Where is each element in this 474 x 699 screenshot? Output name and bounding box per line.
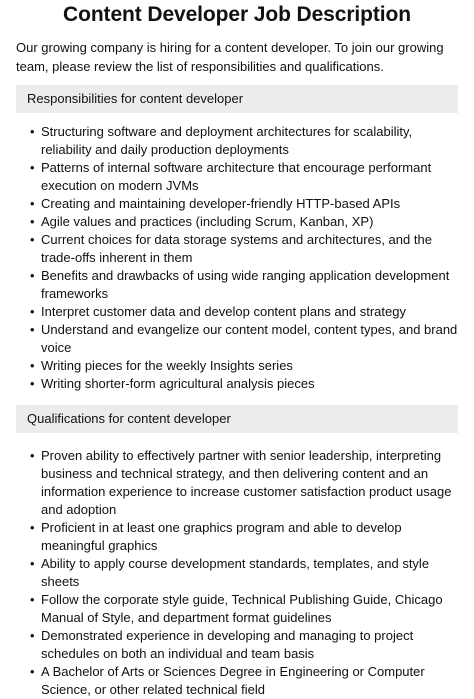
list-item-text: Structuring software and deployment architectures for scalability, reliability and daily production deployments xyxy=(41,124,413,157)
qualifications-list xyxy=(16,447,458,699)
bullet-icon: • xyxy=(30,448,35,463)
list-item xyxy=(30,213,458,231)
bullet-icon: • xyxy=(30,196,35,211)
list-item xyxy=(30,267,458,303)
list-item xyxy=(30,357,458,375)
list-item xyxy=(30,303,458,321)
list-item xyxy=(30,555,458,591)
responsibilities-heading: Responsibilities for content developer xyxy=(16,85,458,113)
bullet-icon: • xyxy=(30,304,35,319)
list-item-text: Interpret customer data and develop content plans and strategy xyxy=(41,304,406,319)
job-description-page xyxy=(0,1,474,697)
list-item xyxy=(30,375,458,393)
list-item-text: Demonstrated experience in developing and managing to project schedules on both an individual and team basis xyxy=(41,628,414,661)
bullet-icon: • xyxy=(30,664,35,679)
list-item-text: A Bachelor of Arts or Sciences Degree in Engineering or Computer Science, or other related technical field xyxy=(41,664,425,697)
bullet-icon: • xyxy=(30,232,35,247)
bullet-icon: • xyxy=(30,628,35,643)
list-item xyxy=(30,447,458,519)
bullet-icon: • xyxy=(30,124,35,139)
list-item-text: Proven ability to effectively partner with senior leadership, interpreting business and technical strategy, and then delivering content and an information experience to increase customer satisfaction product usage and adoption xyxy=(41,448,452,517)
list-item-text: Proficient in at least one graphics program and able to develop meaningful graphics xyxy=(41,520,402,553)
list-item-text: Patterns of internal software architecture that encourage performant execution on modern JVMs xyxy=(41,160,432,193)
list-item-text: Writing pieces for the weekly Insights series xyxy=(41,358,293,373)
page-title: Content Developer Job Description xyxy=(63,3,411,26)
list-item-text: Current choices for data storage systems and architectures, and the trade-offs inherent in them xyxy=(41,232,432,265)
list-item xyxy=(30,159,458,195)
bullet-icon: • xyxy=(30,214,35,229)
list-item-text: Follow the corporate style guide, Technical Publishing Guide, Chicago Manual of Style, and department format guidelines xyxy=(41,592,443,625)
list-item xyxy=(30,321,458,357)
list-item xyxy=(30,231,458,267)
bullet-icon: • xyxy=(30,160,35,175)
list-item xyxy=(30,663,458,699)
bullet-icon: • xyxy=(30,358,35,373)
bullet-icon: • xyxy=(30,556,35,571)
bullet-icon: • xyxy=(30,376,35,391)
list-item-text: Creating and maintaining developer-friendly HTTP-based APIs xyxy=(41,196,401,211)
intro-paragraph: Our growing company is hiring for a content developer. To join our growing team, please review the list of responsibilities and qualifications. xyxy=(16,40,444,74)
list-item xyxy=(30,195,458,213)
list-item-text: Writing shorter-form agricultural analysis pieces xyxy=(41,376,315,391)
responsibilities-list xyxy=(16,123,458,393)
list-item xyxy=(30,627,458,663)
list-item-text: Benefits and drawbacks of using wide ranging application development frameworks xyxy=(41,268,450,301)
bullet-icon: • xyxy=(30,268,35,283)
bullet-icon: • xyxy=(30,322,35,337)
list-item-text: Understand and evangelize our content model, content types, and brand voice xyxy=(41,322,458,355)
list-item xyxy=(30,591,458,627)
bullet-icon: • xyxy=(30,592,35,607)
list-item xyxy=(30,519,458,555)
list-item-text: Ability to apply course development standards, templates, and style sheets xyxy=(41,556,430,589)
list-item xyxy=(30,123,458,159)
qualifications-heading: Qualifications for content developer xyxy=(16,405,458,433)
bullet-icon: • xyxy=(30,520,35,535)
list-item-text: Agile values and practices (including Scrum, Kanban, XP) xyxy=(41,214,374,229)
